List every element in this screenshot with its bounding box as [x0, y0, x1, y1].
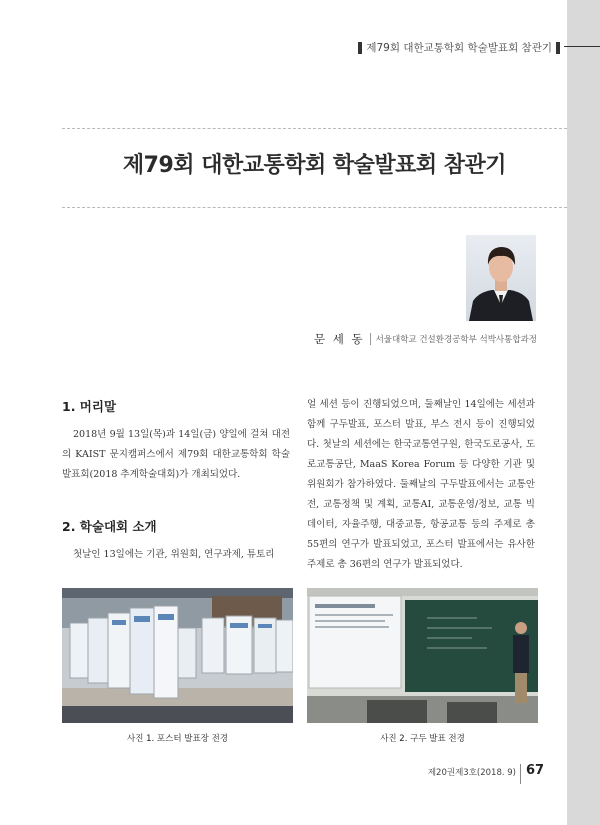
side-strip [567, 0, 600, 825]
figure-caption-1: 사진 1. 포스터 발표장 전경 [126, 734, 229, 744]
byline-separator [370, 333, 371, 345]
author-photo [466, 235, 536, 321]
header-rule [564, 46, 600, 47]
running-title: 제79회 대한교통학회 학술발표회 참관기 [366, 42, 552, 54]
header-marker-left [358, 42, 362, 54]
header-marker-right [556, 42, 560, 54]
author-byline [314, 331, 537, 347]
running-header [358, 40, 560, 55]
oral-presentation-photo [307, 588, 538, 723]
section-heading-intro: 1. 머리말 [62, 399, 117, 414]
title-divider-top [62, 128, 567, 129]
right-column [307, 395, 535, 575]
left-column [62, 383, 290, 565]
page-number: 67 [526, 763, 545, 778]
poster-hall-photo [62, 588, 293, 723]
issue-label: 제20권제3호(2018. 9) [427, 768, 516, 778]
section-text-intro: 2018년 9월 13일(목)과 14일(금) 양일에 걸쳐 대전의 KAIST 문지캠퍼스에서 제79회 대한교통학회 학술발표회(2018 추계학술대회)가 개최되었다. [62, 429, 290, 480]
section-text-conference: 첫날인 13일에는 기관, 위원회, 연구과제, 튜토리 [73, 549, 275, 560]
figure-caption-2: 사진 2. 구두 발표 전경 [380, 734, 465, 744]
author-affiliation: 서울대학교 건설환경공학부 석박사통합과정 [375, 335, 537, 345]
footer-separator [520, 764, 521, 784]
continued-text: 얼 세션 등이 진행되었으며, 둘째날인 14일에는 세션과 함께 구두발표, 포스터 발표, 부스 전시 등이 진행되었다. 첫날의 세션에는 한국교통연구원, 한국도로공사, 도로교통공단, MaaS Korea Forum 등 다양한 기관 및 위원회가 참가하였다. 둘째날의 구두발표에서는 교통안전, 교통정책 및 계획, 교통AI, 교통운영/정보, 교통 빅데이터, 자율주행, 대중교통, 항공교통 등의 주제로 총 55편의 연구가 발표되었고, 포스터 발표에서는 유사한 주제로 총 36편의 연구가 발표되었다. [307, 399, 535, 570]
title-divider-bottom [62, 207, 567, 208]
article-title: 제79회 대한교통학회 학술발표회 참관기 [122, 153, 507, 178]
author-name: 문 세 동 [313, 332, 365, 346]
section-heading-conference: 2. 학술대회 소개 [62, 519, 157, 534]
